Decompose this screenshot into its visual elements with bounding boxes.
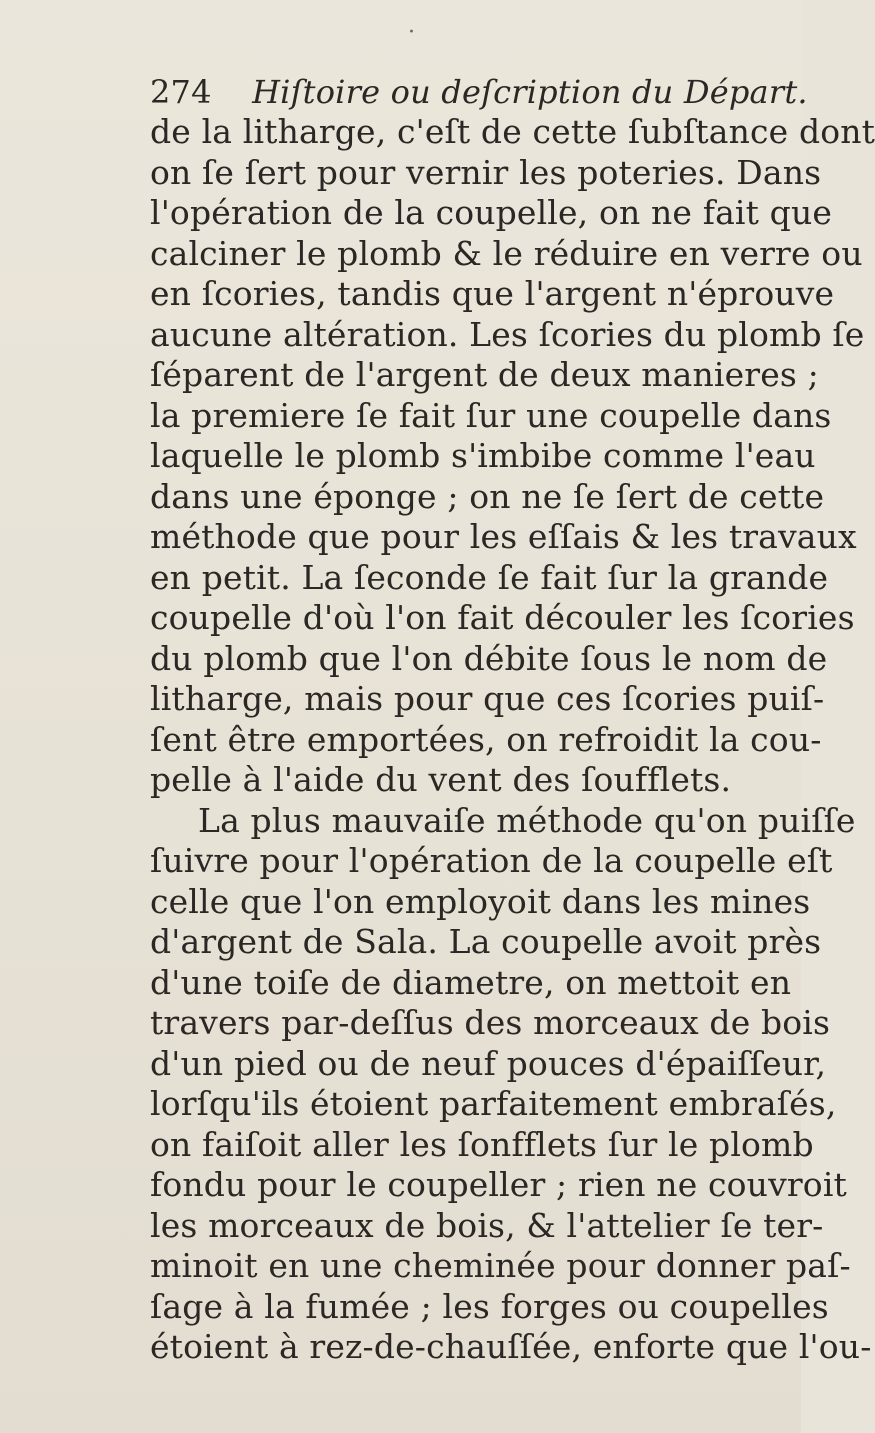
running-title: Hiſtoire ou deſcription du Départ. [252, 73, 808, 111]
text-line: laquelle le plomb s'imbibe comme l'eau [150, 436, 816, 475]
paragraph-start-line: La plus mauvaiſe méthode qu'on puiſſe [198, 800, 856, 840]
text-line: on faiſoit aller les ſonfflets ſur le plomb [150, 1124, 814, 1164]
text-line: calciner le plomb & le réduire en verre ou [150, 233, 863, 273]
body-text [150, 112, 875, 1368]
text-line: en petit. La ſeconde ſe fait ſur la grande [150, 557, 829, 597]
text-line: travers par-deſſus des morceaux de bois [150, 1003, 831, 1042]
text-line: pelle à l'aide du vent des ſoufflets. [150, 760, 732, 799]
text-line: minoit en une cheminée pour donner paſ- [150, 1246, 851, 1285]
text-line: lorſqu'ils étoient parfaitement embraſés, [150, 1084, 837, 1123]
text-line: litharge, mais pour que ces ſcories puiſ- [150, 679, 825, 718]
text-line: on ſe ſert pour vernir les poteries. Dans [150, 152, 822, 192]
text-line: de la litharge, c'eſt de cette ſubſtance dont [150, 112, 875, 151]
text-line: en ſcories, tandis que l'argent n'éprouve [150, 274, 835, 313]
page-header [150, 72, 808, 112]
text-line: l'opération de la coupelle, on ne fait que [150, 193, 833, 232]
text-line: étoient à rez-de-chauſſée, enforte que l'ou- [150, 1327, 872, 1366]
text-line: les morceaux de bois, & l'attelier ſe ter- [150, 1205, 824, 1245]
text-line: ſent être emportées, on refroidit la cou- [150, 719, 822, 759]
text-line: ſage à la fumée ; les forges ou coupelles [150, 1286, 829, 1326]
text-line: d'argent de Sala. La coupelle avoit près [150, 922, 822, 961]
text-line: la premiere ſe fait ſur une coupelle dans [150, 395, 832, 435]
text-line: ſéparent de l'argent de deux manieres ; [150, 355, 819, 394]
text-line: d'un pied ou de neuf pouces d'épaiſſeur, [150, 1043, 827, 1083]
text-line: ſuivre pour l'opération de la coupelle eſt [150, 841, 833, 880]
text-line: du plomb que l'on débite ſous le nom de [150, 638, 828, 678]
text-line: fondu pour le coupeller ; rien ne couvroit [150, 1165, 847, 1204]
text-line: aucune altération. Les ſcories du plomb ſe [150, 314, 865, 354]
text-line: coupelle d'où l'on fait découler les ſcories [150, 598, 855, 637]
page-number: 274 [150, 73, 212, 111]
ink-mark: · [408, 20, 415, 45]
text-line: d'une toiſe de diametre, on mettoit en [150, 962, 792, 1002]
text-line: celle que l'on employoit dans les mines [150, 881, 811, 921]
text-line: méthode que pour les eſſais & les travaux [150, 517, 857, 556]
text-line: dans une éponge ; on ne ſe ſert de cette [150, 476, 825, 516]
